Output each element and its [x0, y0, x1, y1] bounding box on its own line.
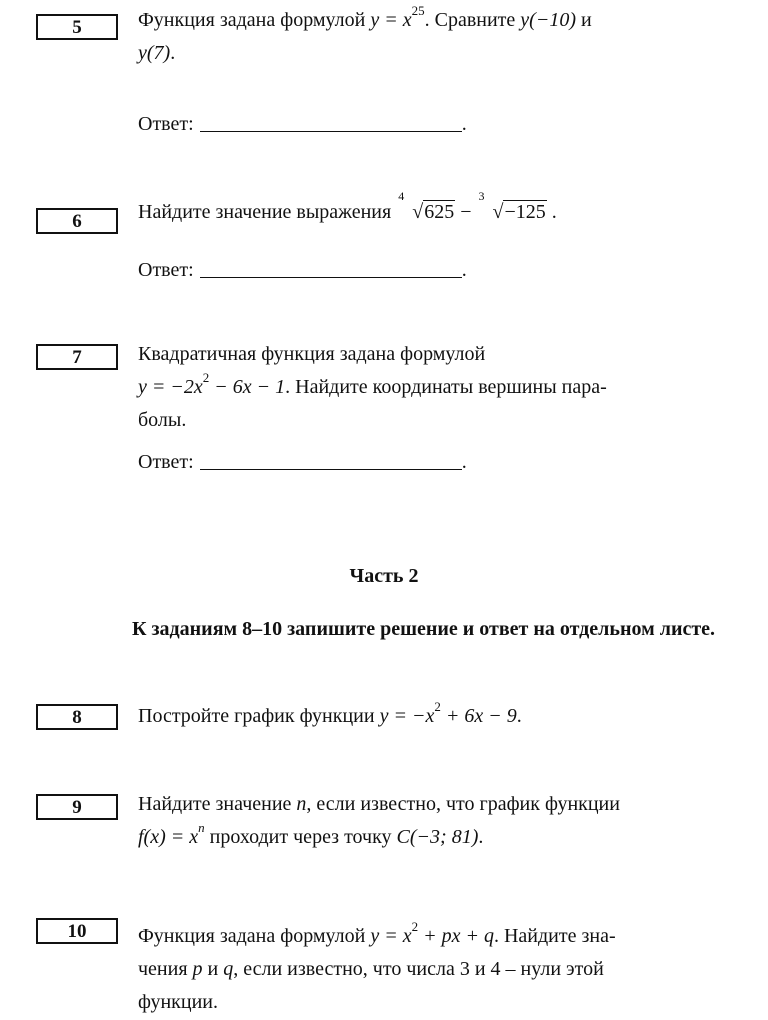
task-9-point: C(−3; 81): [396, 826, 479, 848]
task-7-text: [138, 338, 720, 437]
answer-label: Ответ:: [138, 113, 194, 135]
root-3-of-neg-125: 3 √−125: [478, 189, 546, 223]
task-7-text-after: . Найдите координаты вершины пара-: [285, 376, 607, 398]
task-6-text-before: Найдите значение выражения: [138, 201, 392, 223]
task-7-answer: Ответ: .: [138, 451, 467, 473]
var-n: n: [296, 793, 307, 815]
task-10-formula: $y = x^2$ + px + q: [370, 919, 494, 947]
task-7-line3: болы.: [138, 409, 187, 431]
answer-label: Ответ:: [138, 259, 194, 281]
var-p: p: [192, 958, 203, 980]
task-number-7: 7: [36, 344, 118, 370]
task-6-text: Найдите значение выражения 4 √625 − 3 √−125 .: [138, 196, 720, 229]
root-4-of-625: 4 √625: [398, 189, 455, 223]
task-5-formula: $y = x^{25}$: [370, 3, 425, 31]
task-9-formula: $f(x) = x^n$: [138, 820, 205, 848]
task-9-text: Найдите значение n, если известно, что график функции $f(x) = x^n$ проходит через точку C(−3; 81).: [138, 793, 620, 848]
task-number-8: 8: [36, 704, 118, 730]
part2-instruction: К заданиям 8–10 запишите решение и ответ на отдельном листе.: [132, 618, 716, 640]
task-6-answer: Ответ: .: [138, 259, 467, 281]
section-title: Часть 2: [349, 565, 419, 587]
task-8-text-before: Постройте график функции: [138, 705, 375, 727]
var-q: q: [223, 958, 234, 980]
task-8-formula: $y = -x^2 + 6x - 9$: [379, 699, 517, 727]
task-number-6: 6: [36, 208, 118, 234]
task-5-text: [138, 4, 720, 70]
task-number-5: 5: [36, 14, 118, 40]
task-8-text: Постройте график функции $y = -x^2 + 6x - 9$.: [138, 699, 522, 727]
answer-field[interactable]: [200, 257, 462, 278]
answer-field[interactable]: [200, 449, 462, 470]
task-number-9: 9: [36, 794, 118, 820]
task-10-text: Функция задана формулой $y = x^2$ + px + q. Найдите зна- чения p и q, если известно, что числа 3 и 4 – нули этой функции.: [138, 919, 616, 1013]
task-number-10: 10: [36, 918, 118, 944]
task-5-expr-a: y(−10): [520, 9, 576, 31]
answer-field[interactable]: [200, 111, 462, 132]
task-5-expr-b: y(7): [138, 42, 171, 64]
answer-label: Ответ:: [138, 451, 194, 473]
task-5-text-end: .: [170, 42, 176, 64]
task-7-formula: $y = -2x^2 - 6x - 1$: [138, 370, 286, 398]
task-5-text-before: Функция задана формулой: [138, 9, 366, 31]
task-5-conj: и: [581, 9, 592, 31]
task-5-text-mid: . Сравните: [424, 9, 516, 31]
task-5-answer: Ответ: .: [138, 113, 467, 135]
task-7-line1: Квадратичная функция задана формулой: [138, 343, 486, 365]
